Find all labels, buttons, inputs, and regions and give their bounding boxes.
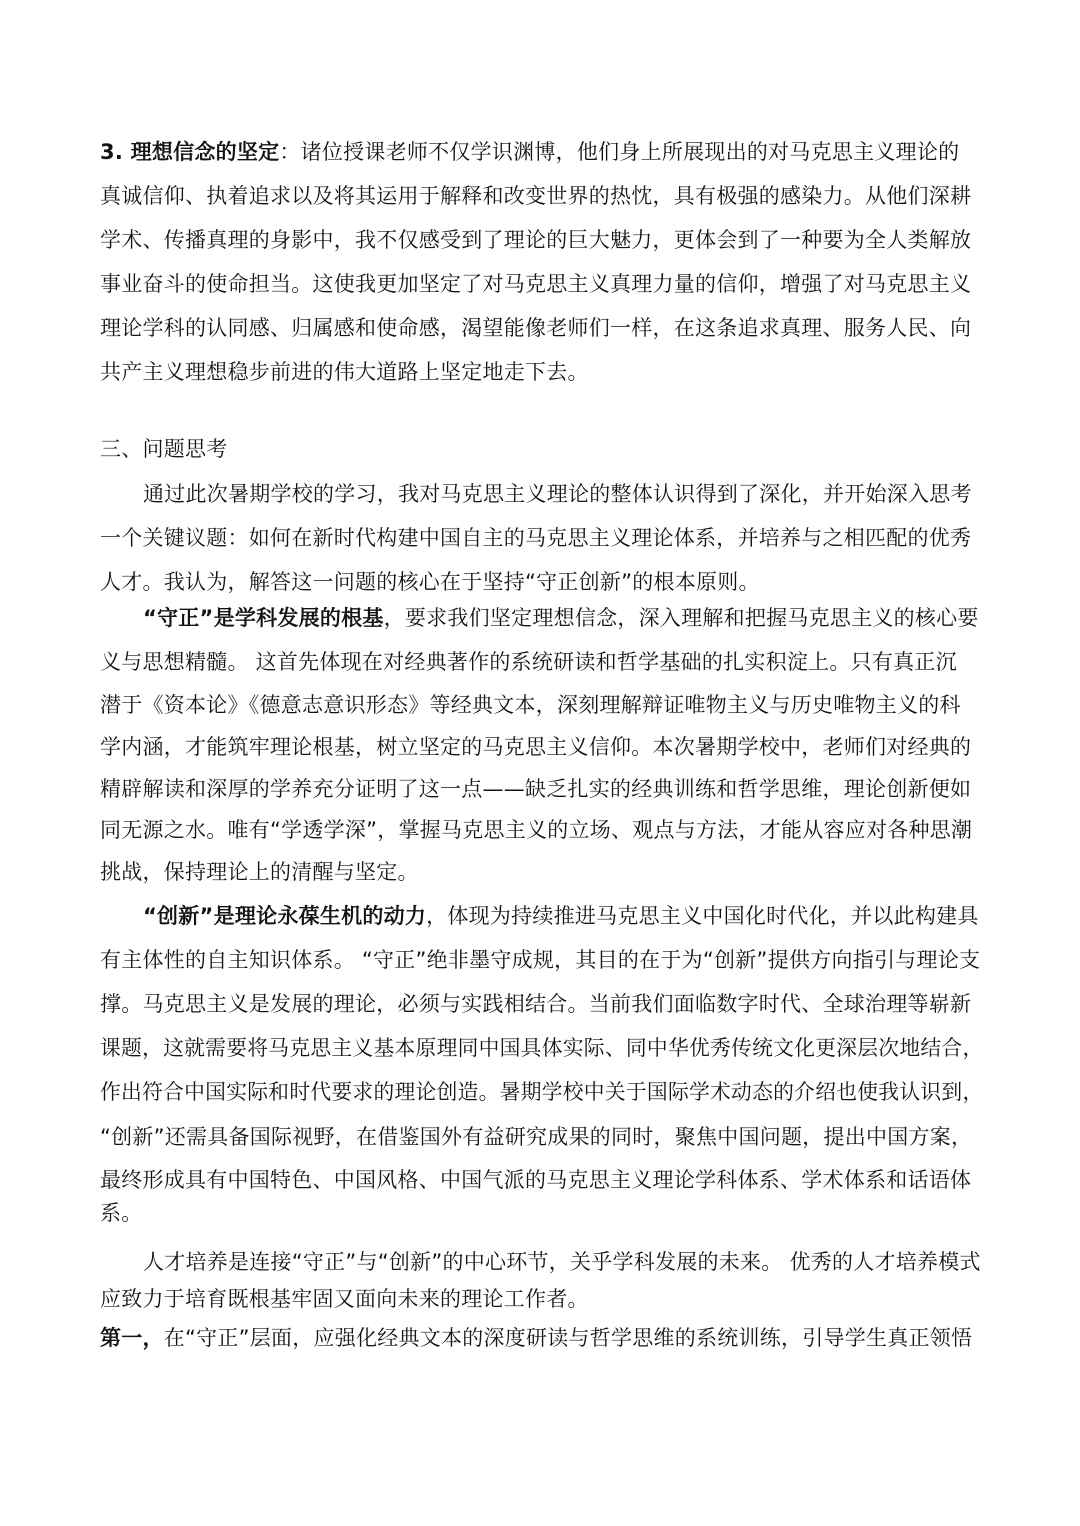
chuangxin-line: 撑。马克思主义是发展的理论，必须与实践相结合。当前我们面临数字时代、全球治理等崭新: [100, 992, 972, 1016]
section3-first-line: [100, 137, 959, 167]
section3-heading-colon: ：: [279, 140, 301, 164]
section3-line: 事业奋斗的使命担当。这使我更加坚定了对马克思主义真理力量的信仰，增强了对马克思主义: [100, 272, 972, 296]
first-point-line: [100, 1323, 972, 1353]
shouzheng-heading: “守正”是学科发展的根基: [143, 606, 384, 630]
rencai-line: 人才培养是连接“守正”与“创新”的中心环节，关乎学科发展的未来。 优秀的人才培养模式: [143, 1250, 981, 1274]
section3-line: 学术、传播真理的身影中，我不仅感受到了理论的巨大魅力，更体会到了一种要为全人类解放: [100, 228, 972, 252]
chuangxin-heading: “创新”是理论永葆生机的动力: [143, 904, 427, 928]
intro-line: 人才。我认为，解答这一问题的核心在于坚持“守正创新”的根本原则。: [100, 570, 760, 594]
chuangxin-line: 系。: [100, 1201, 143, 1225]
rencai-line: 应致力于培育既根基牢固又面向未来的理论工作者。: [100, 1287, 589, 1311]
intro-line: 一个关键议题：如何在新时代构建中国自主的马克思主义理论体系，并培养与之相匹配的优秀: [100, 526, 972, 550]
section3-line: 理论学科的认同感、归属感和使命感，渴望能像老师们一样，在这条追求真理、服务人民、向: [100, 316, 972, 340]
section3-heading: 3. 理想信念的坚定: [100, 140, 280, 164]
first-point-text: 在“守正”层面，应强化经典文本的深度研读与哲学思维的系统训练，引导学生真正领悟: [163, 1326, 973, 1350]
shouzheng-first-rest: ，要求我们坚定理想信念，深入理解和把握马克思主义的核心要: [383, 606, 979, 630]
shouzheng-line: 潜于《资本论》《德意志意识形态》等经典文本，深刻理解辩证唯物主义与历史唯物主义的科: [100, 693, 961, 717]
chuangxin-first-rest: ，体现为持续推进马克思主义中国化时代化，并以此构建具: [426, 904, 979, 928]
first-point-label: 第一，: [100, 1326, 164, 1350]
chuangxin-line: 作出符合中国实际和时代要求的理论创造。暑期学校中关于国际学术动态的介绍也使我认识到，: [100, 1080, 984, 1104]
chuangxin-first-line: [143, 901, 979, 931]
section-title: 三、问题思考: [100, 437, 228, 461]
section3-line: 真诚信仰、执着追求以及将其运用于解释和改变世界的热忱，具有极强的感染力。从他们深耕: [100, 184, 972, 208]
chuangxin-line: 最终形成具有中国特色、中国风格、中国气派的马克思主义理论学科体系、学术体系和话语体: [100, 1168, 972, 1192]
chuangxin-line: “创新”还需具备国际视野，在借鉴国外有益研究成果的同时，聚焦中国问题，提出中国方案，: [100, 1125, 973, 1149]
shouzheng-line: 同无源之水。唯有“学透学深”，掌握马克思主义的立场、观点与方法，才能从容应对各种思潮: [100, 818, 973, 842]
shouzheng-line: 挑战，保持理论上的清醒与坚定。: [100, 860, 419, 884]
shouzheng-line: 精辟解读和深厚的学养充分证明了这一点——缺乏扎实的经典训练和哲学思维，理论创新便如: [100, 777, 972, 801]
section3-line-0: 诸位授课老师不仅学识渊博，他们身上所展现出的对马克思主义理论的: [300, 140, 960, 164]
chuangxin-line: 有主体性的自主知识体系。 “守正”绝非墨守成规，其目的在于为“创新”提供方向指引与理论支: [100, 948, 981, 972]
shouzheng-line: 义与思想精髓。 这首先体现在对经典著作的系统研读和哲学基础的扎实积淀上。只有真正沉: [100, 650, 957, 674]
shouzheng-line: 学内涵，才能筑牢理论根基，树立坚定的马克思主义信仰。本次暑期学校中，老师们对经典的: [100, 735, 972, 759]
chuangxin-line: 课题，这就需要将马克思主义基本原理同中国具体实际、同中华优秀传统文化更深层次地结合，: [100, 1036, 984, 1060]
section3-line: 共产主义理想稳步前进的伟大道路上坚定地走下去。: [100, 360, 589, 384]
intro-line: 通过此次暑期学校的学习，我对马克思主义理论的整体认识得到了深化，并开始深入思考: [143, 482, 972, 506]
shouzheng-first-line: [143, 603, 979, 633]
